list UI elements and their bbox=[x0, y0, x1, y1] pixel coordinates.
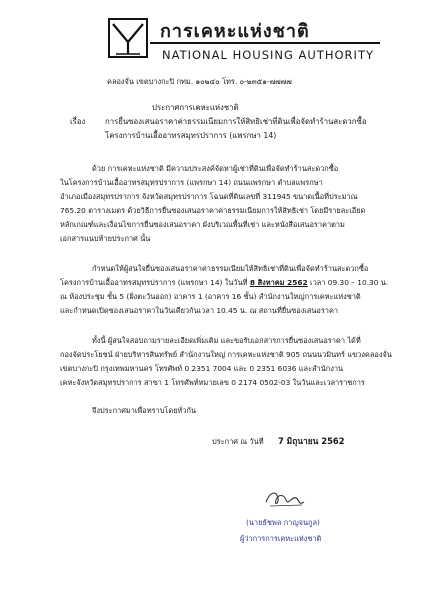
para2-line-text: โครงการบ้านเอื้ออาทรสมุทรปราการ (แพรกษา 14) ในวันที่ bbox=[60, 278, 248, 287]
para1-line: 765.20 ตารางเมตร ด้วยวิธีการยื่นซองเสนอราคาค่าธรรมเนียมการให้สิทธิเช่า โดยมีรายละเอียด bbox=[60, 206, 366, 215]
opening-date: 8 สิงหาคม 2562 bbox=[249, 278, 308, 287]
letterhead-english-name: NATIONAL HOUSING AUTHORITY bbox=[162, 48, 374, 62]
announce-label: ประกาศ ณ วันที่ bbox=[212, 437, 264, 446]
announcement-org: ประกาศการเคหะแห่งชาติ bbox=[152, 103, 239, 112]
signature-icon bbox=[262, 486, 312, 512]
para3-line: เขตบางกะปิ กรุงเทพมหานคร โทรศัพท์ 0 2351 7004 และ 0 2351 6036 และสำนักงาน bbox=[60, 364, 344, 373]
para2-time: เวลา 09.30 – 10.30 น. bbox=[310, 278, 389, 287]
para1-line: ในโครงการบ้านเอื้ออาทรสมุทรปราการ (แพรกษา 14) ถนนแพรกษา ตำบลแพรกษา bbox=[60, 178, 323, 187]
subject-line-2: โครงการบ้านเอื้ออาทรสมุทรปราการ (แพรกษา 14) bbox=[105, 131, 277, 140]
para1-line: เอกสารแนบท้ายประกาศ นั้น bbox=[60, 234, 151, 243]
para2-line: ณ ห้องประชุม ชั้น 5 (ฝั่งตะวันออก) อาคาร 1 (อาคาร 16 ชั้น) สำนักงานใหญ่การเคหะแห่งชาติ bbox=[60, 292, 361, 301]
para3-line: เคหะจังหวัดสมุทรปราการ สาขา 1 โทรศัพท์หมายเลข 0 2174 0502-03 ในวันและเวลาราชการ bbox=[60, 378, 365, 387]
subject-line-1: การยื่นซองเสนอราคาค่าธรรมเนียมการให้สิทธิเช่าที่ดินเพื่อจัดทำร้านสะดวกซื้อ bbox=[105, 117, 367, 126]
nha-logo-icon bbox=[108, 18, 148, 58]
para2-line: กำหนดให้ผู้สนใจยื่นซองเสนอราคาค่าธรรมเนียมให้สิทธิเช่าที่ดินเพื่อจัดทำร้านสะดวกซื้อ bbox=[92, 264, 369, 273]
subject-label: เรื่อง bbox=[70, 117, 86, 126]
closing-text: จึงประกาศมาเพื่อทราบโดยทั่วกัน bbox=[92, 406, 197, 415]
para2-line bbox=[60, 276, 388, 290]
signatory-name: (นายธัชพล กาญจนกูล) bbox=[246, 518, 320, 527]
letterhead-thai-name: การเคหะแห่งชาติ bbox=[160, 21, 310, 42]
letterhead-rule bbox=[150, 42, 380, 44]
para1-line: หลักเกณฑ์และเงื่อนไขการยื่นซองเสนอราคา ผังบริเวณพื้นที่เช่า และหนังสือเสนอราคาตาม bbox=[60, 220, 345, 229]
para1-line: ด้วย การเคหะแห่งชาติ มีความประสงค์จัดหาผู้เช่าที่ดินเพื่อจัดทำร้านสะดวกซื้อ bbox=[92, 164, 339, 173]
para3-line: กองจัดประโยชน์ ฝ่ายบริหารสินทรัพย์ สำนักงานใหญ่ การเคหะแห่งชาติ 905 ถนนนวมินทร์ แขวงคลองจั่น bbox=[60, 350, 392, 359]
para3-line: ทั้งนี้ ผู้สนใจสอบถามรายละเอียดเพิ่มเติม และขอรับเอกสารการยื่นซองเสนอราคา ได้ที่ bbox=[92, 336, 361, 345]
para2-line: และกำหนดเปิดซองเสนอราคาในวันเดียวกันเวลา 10.45 น. ณ สถานที่ยื่นซองเสนอราคา bbox=[60, 306, 339, 315]
signatory-position: ผู้ว่าการการเคหะแห่งชาติ bbox=[240, 534, 322, 543]
announce-date-line bbox=[212, 434, 345, 449]
para1-line: อำเภอเมืองสมุทรปราการ จังหวัดสมุทรปราการ โฉนดที่ดินเลขที่ 311945 ขนาดเนื้อที่ประมาณ bbox=[60, 192, 358, 201]
letterhead-address: คลองจั่น เขตบางกะปิ กทม. ๑๐๒๔๐ โทร. ๐-๒๓๕๑-๗๗๗๗ bbox=[107, 77, 292, 86]
announce-date: 7 มิถุนายน 2562 bbox=[277, 436, 345, 446]
